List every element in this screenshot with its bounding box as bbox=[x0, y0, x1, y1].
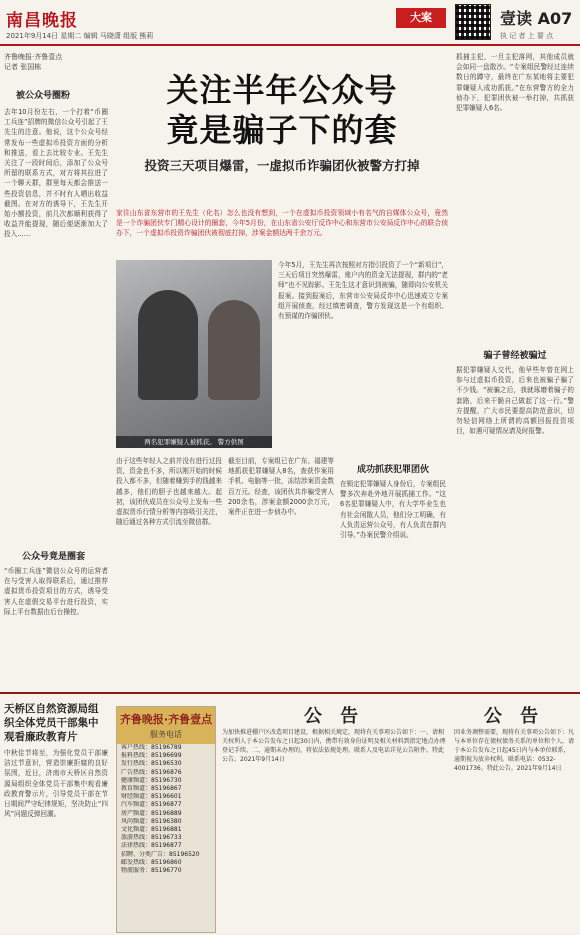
service-box bbox=[116, 706, 216, 933]
service-item: 邮发热线：85196860 bbox=[121, 858, 182, 866]
service-item: 发行热线：85196530 bbox=[121, 760, 182, 768]
article-col-1: 由于这些年轻人之前并没有进行过投资，资金也不多，所以刚开始的时候投入都不多，但随着赚到手的钱越来越多，他们的胆子也越来越大。起初，该团伙成员在公众号上发布一些虚拟货币行情分析等内容吸引关注，随后通过各种方式引流至微信群。 bbox=[116, 457, 222, 527]
headline-line-1: 关注半年公众号 bbox=[166, 71, 398, 109]
section-heading-4: 骗子曾经被骗过 bbox=[483, 351, 547, 361]
lead-paragraph: 家住山东省东营市的王先生（化名）怎么也没有想到，一个在虚拟币投资领域小有名气的自媒体公众号，竟然是一个诈骗团伙专门精心设计的圈套，今年5月份，在山东省公安厅反诈中心和东营市公安局反诈中心的联合侦办下，一个虚拟币投资诈骗团伙被彻底打掉，涉案金额达两千余万元。 bbox=[116, 209, 448, 237]
service-brand: 齐鲁晚报·齐鲁壹点 bbox=[119, 713, 213, 726]
service-list bbox=[117, 744, 215, 875]
byline: 齐鲁晚报·齐鲁壹点 bbox=[4, 53, 63, 61]
suspect-figure bbox=[138, 290, 198, 400]
notice-title-1: 公 告 bbox=[303, 706, 365, 727]
article-col-2: 截至目前，专案组已在广东、福建等地抓获犯罪嫌疑人8名，查获作案用手机、电脑等一批，冻结涉案资金数百万元。经查，该团伙共诈骗受害人200余名，涉案金额2000余万元，案件正在进一步侦办中。 bbox=[228, 457, 334, 517]
service-item: 风尚频道：85196380 bbox=[121, 817, 182, 825]
headline-line-2: 竟是骗子下的套 bbox=[166, 111, 398, 149]
left-body-2: “币圈工兵连”微信公众号的运营者在与受害人取得联系后，通过推荐虚拟货币投资项目的方式，诱导受害人在虚假交易平台进行投资，实际上平台数据由后台操控。 bbox=[4, 567, 108, 616]
masthead bbox=[0, 0, 580, 46]
reporter: 记者 张国栋 bbox=[4, 63, 42, 71]
service-item: 文化频道：85196881 bbox=[121, 826, 182, 834]
editor-credits: 执 记 者 上 要 点 bbox=[500, 32, 554, 40]
service-item: 教育频道：85196867 bbox=[121, 785, 182, 793]
service-header bbox=[117, 707, 215, 744]
left-body-1: 去年10月份左右，一个打着“币圈工兵连”招牌的微信公众号引起了王先生的注意。他说，这个公众号经常发布一些虚拟币投资方面的分析和推送，看上去比较专业。王先生关注了一段时间后，添加了公众号所留的联系方式，对方将其拉进了一个聊天群，群里每天都会推送一些投资信息，并不时有人晒出收益截图。在对方的诱导下，王先生开始小额投资，前几次都顺利获得了收益并能提现，随后便逐渐加大了投入…… bbox=[4, 108, 108, 239]
service-item: 健康频道：85196730 bbox=[121, 776, 182, 784]
service-item: 房产频道：85196889 bbox=[121, 809, 182, 817]
section-heading-3: 成功抓获犯罪团伙 bbox=[356, 465, 429, 475]
news-photo bbox=[116, 260, 272, 448]
service-item: 法律热线：85196877 bbox=[121, 842, 182, 850]
issue-meta: 2021年9月14日 星期二 编辑 马晓潇 组版 熊莉 bbox=[6, 32, 154, 40]
brief-body: 中秋佳节将至，为强化党员干部廉洁过节意识，营造崇廉拒腐的良好氛围，近日，济南市天桥区自然资源局组织全体党员干部集中观看廉政教育警示片，引导党员干部在节日期间严守纪律规矩，坚决防止“四风”问题反弹回潮。 bbox=[4, 749, 108, 819]
service-item: 汽车频道：85196877 bbox=[121, 801, 182, 809]
service-item: 报料热线：85196699 bbox=[121, 752, 182, 760]
photo-caption: 两名犯罪嫌疑人被抓获。 警方供图 bbox=[116, 436, 272, 448]
newspaper-logo: 南昌晚报 bbox=[6, 11, 78, 31]
article-intro: 今年5月，王先生再次按照对方指引投资了一个“新项目”，三天后项目突然爆雷，账户内的资金无法提现，群内的“老师”也不见踪影。王先生这才意识到被骗，随即向公安机关报案。接到报案后，东营市公安局反诈中心迅速成立专案组开展侦查，经过缜密调查，警方发现这是一个有组织、有预谋的诈骗团伙。 bbox=[278, 261, 448, 321]
notice-body-2: 因业务调整需要，现将有关事项公告如下：凡与本单位存在债权债务关系的单位和个人，请于本公告发布之日起45日内与本单位联系，逾期视为放弃权利。联系电话：0532-4001736。特此公告。2021年9月14日 bbox=[454, 729, 574, 772]
service-subtitle: 服务电话 bbox=[150, 730, 182, 739]
brief-title: 天桥区自然资源局组织全体党员干部集中观看廉政教育片 bbox=[4, 703, 99, 743]
suspect-figure bbox=[208, 300, 260, 400]
headline-block bbox=[116, 70, 448, 174]
article-columns bbox=[116, 456, 448, 689]
service-item: 招聘、分类广告：85196520 bbox=[121, 850, 200, 858]
article-col-3 bbox=[340, 456, 446, 689]
qr-code-icon bbox=[455, 4, 491, 40]
subheadline: 投资三天项目爆雷，一虚拟币诈骗团伙被警方打掉 bbox=[144, 158, 420, 173]
section-heading-2: 公众号竟是圈套 bbox=[22, 552, 86, 562]
article-col-3-body: 在锁定犯罪嫌疑人身份后，专案组民警多次奔赴外地开展抓捕工作。“这6名犯罪嫌疑人中，有大学毕业生也有社会闲散人员，他们分工明确，有人负责运营公众号，有人负责在群内引导。”办案民警介绍说。 bbox=[340, 480, 446, 540]
right-body-top: 抓捕主犯，一旦主犯落网，其他成员就会如同一盘散沙。“专案组民警经过连续数日的蹲守，最终在广东某地将主要犯罪嫌疑人成功抓获。”在东营警方的全力侦办下，犯罪团伙被一举打掉，共抓获犯罪嫌疑人6名。 bbox=[456, 53, 574, 113]
service-item: 客户热线：85196789 bbox=[121, 744, 182, 751]
service-item: 广告热线：85196876 bbox=[121, 768, 182, 776]
notice-title-2: 公 告 bbox=[483, 706, 545, 727]
public-notice-2 bbox=[454, 702, 574, 928]
section-heading-1: 被公众号圈粉 bbox=[16, 91, 71, 101]
right-column bbox=[456, 52, 574, 665]
service-item: 物流服务：85196770 bbox=[121, 867, 182, 875]
service-item: 旅游热线：85196733 bbox=[121, 834, 182, 842]
section-tag: 大案 bbox=[396, 8, 446, 28]
page-number: 壹读 A07 bbox=[500, 9, 573, 28]
service-item: 财经频道：85196601 bbox=[121, 793, 182, 801]
news-brief bbox=[4, 702, 108, 928]
bottom-band bbox=[0, 692, 580, 935]
right-body-bottom: 据犯罪嫌疑人交代，他早些年曾在网上参与过虚拟币投资，后来也被骗子骗了不少钱。“被骗之后，我就琢磨着骗子的套路，后来干脆自己做起了这一行。”警方提醒，广大市民要提高防范意识，切勿轻信网络上所谓的高额回报投资项目，如遇可疑情况请及时报警。 bbox=[456, 366, 574, 436]
notice-body-1: 为加快推进棚户区改造项目建设，根据相关规定，现将有关事项公告如下：一、请相关权利人于本公告发布之日起30日内，携带有效身份证明及相关材料到指定地点办理登记手续。二、逾期未办理的，将依法依规处理。联系人及电话详见公告附件。特此公告。2021年9月14日 bbox=[222, 729, 446, 763]
left-column bbox=[4, 52, 108, 646]
public-notice-1 bbox=[222, 702, 446, 928]
